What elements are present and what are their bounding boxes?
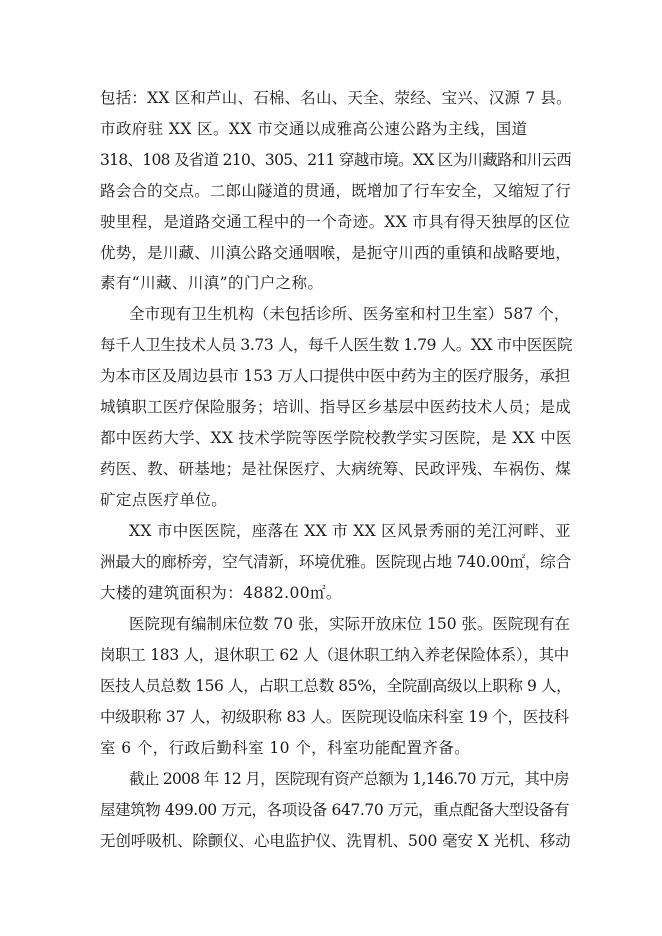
- paragraph-5-line-1: 截止 2008 年 12 月，医院现有资产总额为 1,146.70 万元，其中房: [129, 770, 569, 788]
- paragraph-1-line-2: 市政府驻 XX 区。XX 市交通以成雅高公速公路为主线，国道: [100, 120, 528, 138]
- paragraph-2-line-6: 药医、教、研基地；是社保医疗、大病统筹、民政评残、车祸伤、煤: [100, 460, 572, 478]
- paragraph-4-line-4: 中级职称 37 人，初级职称 83 人。医院现设临床科室 19 个，医技科: [100, 708, 569, 726]
- paragraph-4-line-2: 岗职工 183 人，退休职工 62 人（退休职工纳入养老保险体系），其中: [100, 646, 569, 664]
- paragraph-4-line-3: 医技人员总数 156 人，占职工总数 85%，全院副高级以上职称 9 人，: [100, 677, 572, 695]
- paragraph-3-line-2: 洲最大的廊桥旁，空气清新，环境优雅。医院现占地 740.00㎡，综合: [100, 553, 571, 571]
- paragraph-2-line-2: 每千人卫生技术人员 3.73 人，每千人医生数 1.79 人。XX 市中医医院: [100, 336, 573, 354]
- paragraph-4-line-1: 医院现有编制床位数 70 张，实际开放床位 150 张。医院现有在: [129, 615, 571, 633]
- paragraph-1-line-3: 318、108 及省道 210、305、211 穿越市境。XX 区为川藏路和川云西: [100, 151, 572, 169]
- paragraph-2-line-4: 城镇职工医疗保险服务；培训、指导区乡基层中医药技术人员；是成: [100, 398, 572, 416]
- paragraph-5-line-2: 屋建筑物 499.00 万元，各项设备 647.70 万元，重点配备大型设备有: [100, 801, 570, 819]
- paragraph-3-line-3: 大楼的建筑面积为：4882.00㎡。: [100, 584, 342, 602]
- paragraph-2-line-7: 矿定点医疗单位。: [100, 491, 228, 509]
- paragraph-1-line-1: 包括：XX 区和芦山、石棉、名山、天全、荥经、宝兴、汉源 7 县。: [100, 89, 572, 107]
- paragraph-4-line-5: 室 6 个，行政后勤科室 10 个，科室功能配置齐备。: [100, 739, 471, 757]
- paragraph-2-line-1: 全市现有卫生机构（未包括诊所、医务室和村卫生室）587 个，: [129, 305, 570, 323]
- paragraph-1-line-6: 优势，是川藏、川滇公路交通咽喉，是扼守川西的重镇和战略要地，: [100, 244, 572, 262]
- paragraph-1-line-4: 路会合的交点。二郎山隧道的贯通，既增加了行车安全，又缩短了行: [100, 182, 572, 200]
- paragraph-2-line-5: 都中医药大学、XX 技术学院等医学院校教学实习医院，是 XX 中医: [100, 429, 572, 447]
- paragraph-1-line-7: 素有“川藏、川滇”的门户之称。: [100, 274, 324, 292]
- paragraph-2-line-3: 为本市区及周边县市 153 万人口提供中医中药为主的医疗服务，承担: [100, 367, 571, 385]
- paragraph-5-line-3: 无创呼吸机、除颤仪、心电监护仪、洗胃机、500 毫安 X 光机、移动: [100, 832, 571, 850]
- paragraph-3-line-1: XX 市中医医院，座落在 XX 市 XX 区风景秀丽的羌江河畔、亚: [129, 522, 571, 540]
- paragraph-1-line-5: 驶里程，是道路交通工程中的一个奇迹。XX 市具有得天独厚的区位: [100, 213, 571, 231]
